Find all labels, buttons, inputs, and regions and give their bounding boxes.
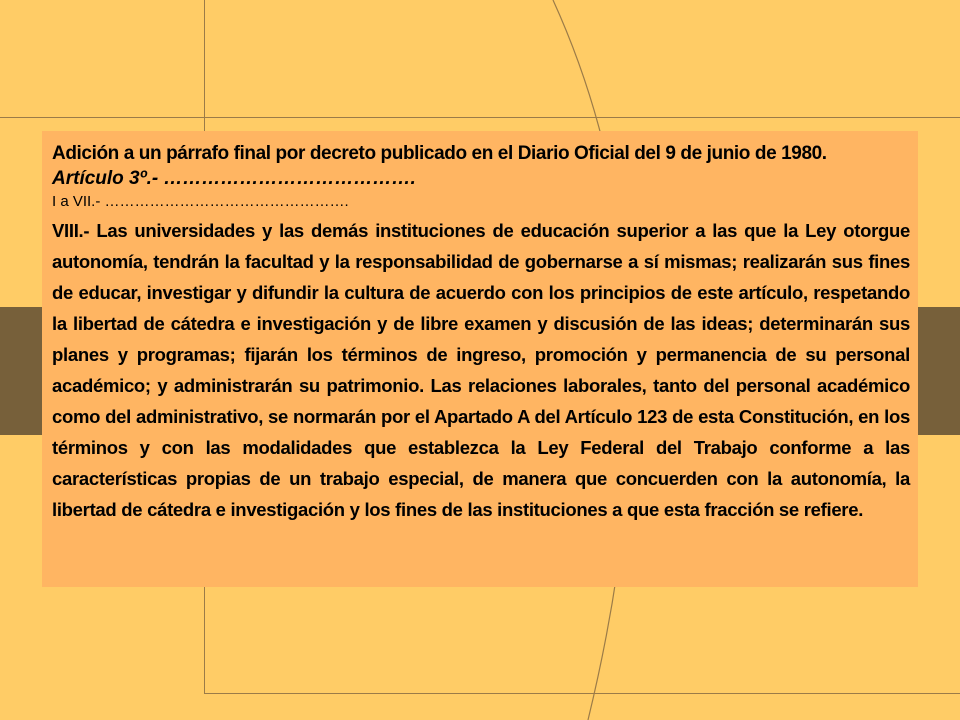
text-panel [42, 131, 918, 587]
fraction-viii-text: VIII.- Las universidades y las demás instituciones de educación superior a las que la Ley otorgue autonomía, tendrán la facultad y la responsabilidad de gobernarse a sí mismas; realizarán sus fines de educar, investigar y difundir la cultura de acuerdo con los principios de este artículo, respetando la libertad de cátedra e investigación y de libre examen y discusión de las ideas; determinarán sus planes y programas; fijarán los términos de ingreso, promoción y permanencia de su personal académico; y administrarán su patrimonio. Las relaciones laborales, tanto del personal académico como del administrativo, se normarán por el Apartado A del Artículo 123 de esta Constitución, en los términos y con las modalidades que establezca la Ley Federal del Trabajo conforme a las características propias de un trabajo especial, de manera que concuerden con la autonomía, la libertad de cátedra e investigación y los fines de las instituciones a que esta fracción se refiere. [52, 220, 910, 520]
fractions-range: I a VII.- …………………………………………. [52, 193, 349, 210]
article-title: Artículo 3º.- …………………………………. [52, 168, 416, 189]
decree-heading: Adición a un párrafo final por decreto publicado en el Diario Oficial del 9 de junio de 1980. [52, 143, 827, 164]
